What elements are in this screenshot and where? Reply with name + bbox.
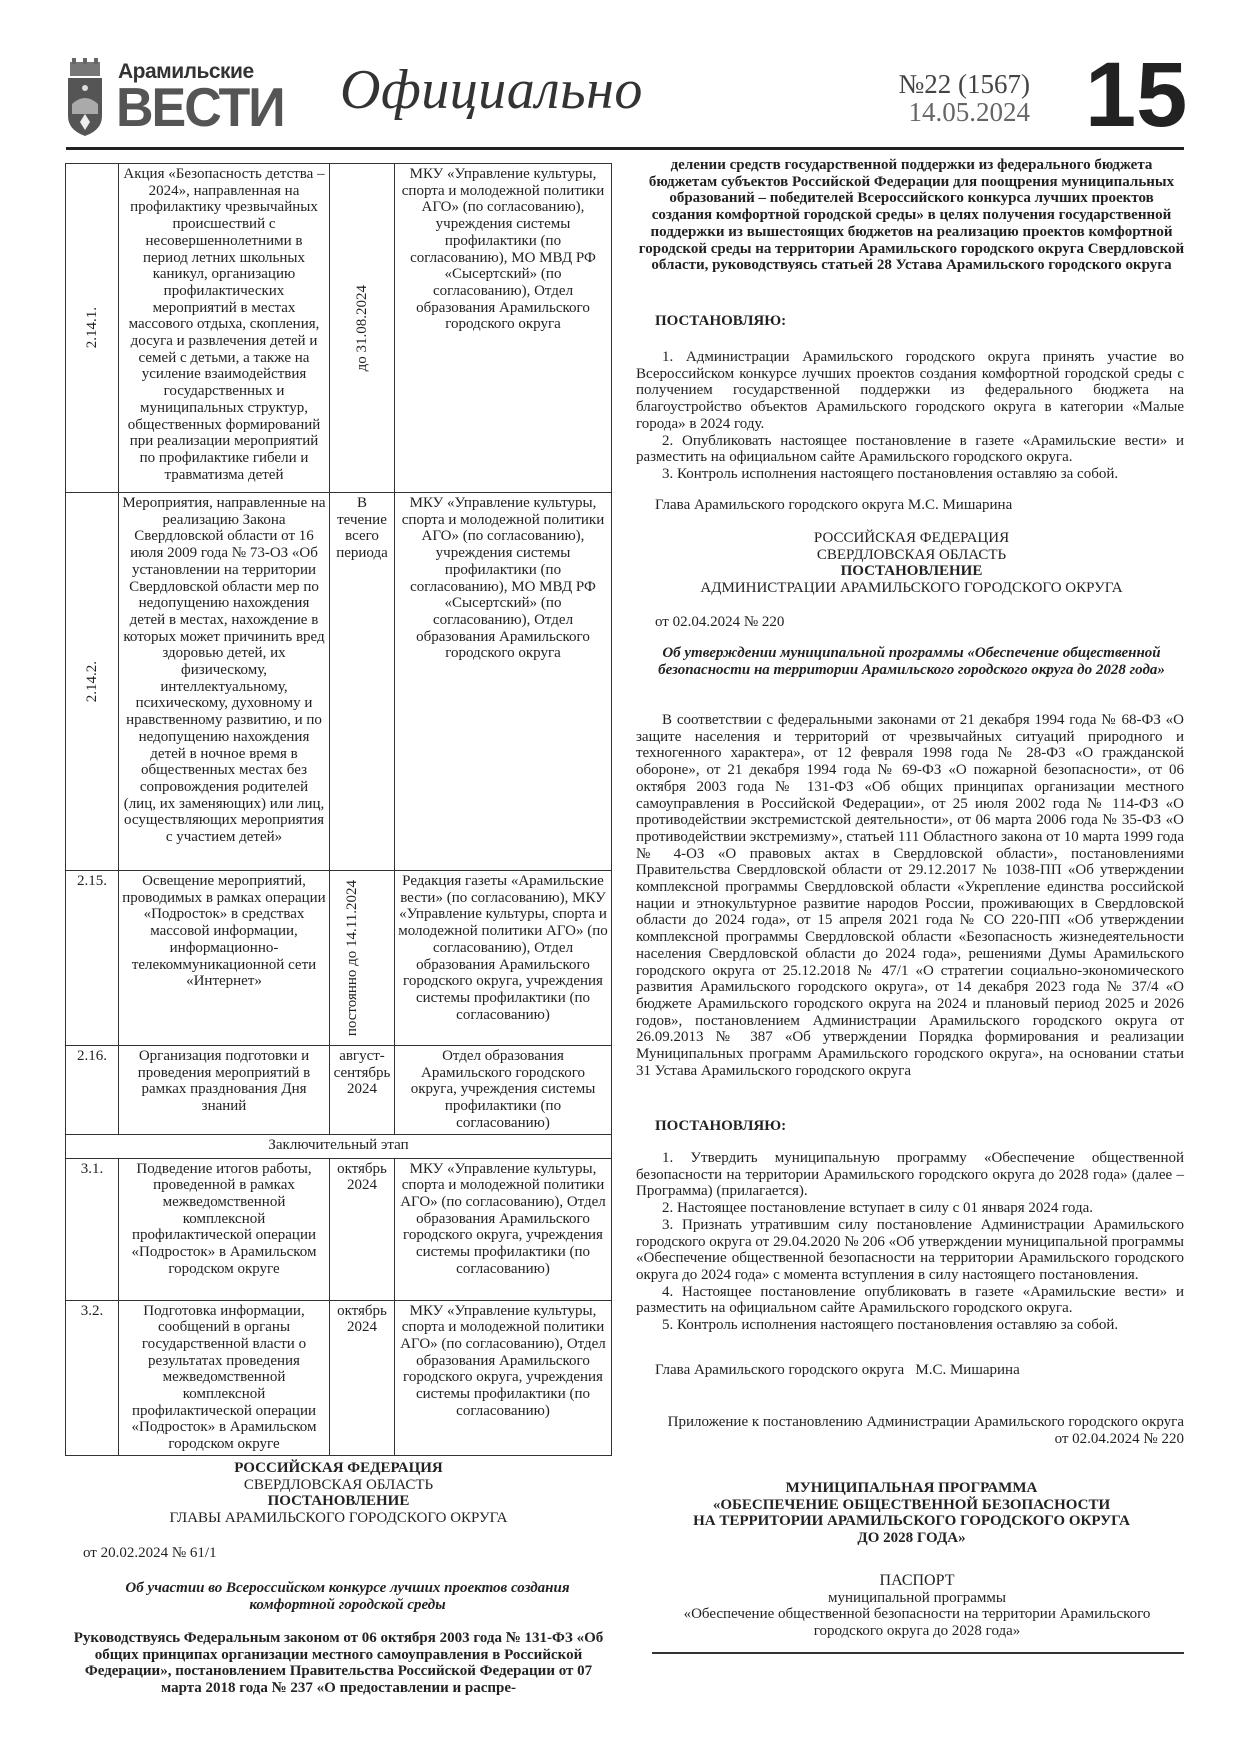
appendix-note bbox=[650, 1414, 1184, 1447]
table-row bbox=[66, 1046, 612, 1135]
heading-region: СВЕРДЛОВСКАЯ ОБЛАСТЬ bbox=[816, 546, 1007, 563]
decree2-title: Об утверждении муниципальной программы «Обеспечение общественной безопасности на территории Арамильского городского округа до 2028 года» bbox=[658, 645, 1165, 678]
program-title-line: ДО 2028 ГОДА» bbox=[857, 1530, 966, 1547]
row-description: Подготовка информации, сообщений в органы государственной власти о результатах проведения межведомственной комплексной профилактической операции «Подросток» в Арамильском городском округе bbox=[119, 1300, 330, 1455]
row-description: Акция «Безопасность детства – 2024», направленная на профилактику чрезвычайных происшествий с несовершеннолетними в период летних школьных каникул, организацию профилактических мероприятий в местах массового отдыха, скопления, досуга и развлечения детей и семей с детьми, а также на усиление взаимодействия государственных и муниципальных структур, общественных формирований при реализации мероприятий по профилактике гибели и травматизма детей bbox=[119, 164, 330, 493]
heading-country: РОССИЙСКАЯ ФЕДЕРАЦИЯ bbox=[234, 1460, 443, 1476]
decree-item: 3. Признать утратившим силу постановление Администрации Арамильского городского округа от 29.04.2020 № 206 «Об утверждении муниципальной программы «Обеспечение общественной безопасности на территории Арамильского городского округа до 2024 года» с момента вступления в силу настоящего постановления. bbox=[636, 1216, 1184, 1283]
table-row bbox=[66, 1300, 612, 1455]
program-title-line: МУНИЦИПАЛЬНАЯ ПРОГРАММА bbox=[785, 1480, 1038, 1496]
row-number: 3.1. bbox=[66, 1158, 119, 1300]
section-title: Официально bbox=[340, 59, 643, 121]
issue-number: №22 (1567) bbox=[898, 69, 1030, 99]
row-responsible: МКУ «Управление культуры, спорта и молодежной политики АГО» (по согласованию), учреждения системы профилактики (по согласованию), МО МВД РФ «Сысертский» (по согласованию), Отдел образования Арамильского городского округа bbox=[395, 164, 612, 493]
decree2-resolve: ПОСТАНОВЛЯЮ: bbox=[655, 1118, 787, 1134]
decree1-resolve: ПОСТАНОВЛЯЮ: bbox=[655, 313, 787, 329]
appendix-note-date: от 02.04.2024 № 220 bbox=[1054, 1430, 1184, 1447]
row-number: 2.14.2. bbox=[66, 493, 119, 871]
header-divider bbox=[66, 147, 1184, 150]
decree1-heading bbox=[65, 1460, 612, 1527]
section-divider bbox=[652, 1652, 1184, 1654]
row-responsible: МКУ «Управление культуры, спорта и молодежной политики АГО» (по согласованию), Отдел образования Арамильского городского округа, учреждения системы профилактики (по согласованию) bbox=[395, 1158, 612, 1300]
decree2-items bbox=[636, 1150, 1184, 1334]
row-responsible: МКУ «Управление культуры, спорта и молодежной политики АГО» (по согласованию), учреждения системы профилактики (по согласованию), МО МВД РФ «Сысертский» (по согласованию), Отдел образования Арамильского городского округа bbox=[395, 493, 612, 871]
row-description: Подведение итогов работы, проведенной в рамках межведомственной комплексной профилактической операции «Подросток» в Арамильском городском округе bbox=[119, 1158, 330, 1300]
row-number: 2.15. bbox=[66, 871, 119, 1046]
table-row bbox=[66, 164, 612, 493]
decree-item: 2. Опубликовать настоящее постановление в газете «Арамильские вести» и разместить на официальном сайте Арамильского городского округа. bbox=[636, 432, 1184, 466]
decree1-preamble-start: Руководствуясь Федеральным законом от 06 октября 2003 года № 131-ФЗ «Об общих принципах организации местного самоуправления в Российской Федерации», постановлением Правительства Российской Федерации от 07 марта 2018 года № 237 «О предоставлении и распре- bbox=[73, 1630, 604, 1697]
decree1-items bbox=[636, 349, 1184, 483]
table-row bbox=[66, 1158, 612, 1300]
program-title-line: НА ТЕРРИТОРИИ АРАМИЛЬСКОГО ГОРОДСКОГО ОКРУГА bbox=[693, 1513, 1130, 1530]
row-deadline: В течение всего периода bbox=[330, 493, 395, 871]
decree1-date: от 20.02.2024 № 61/1 bbox=[83, 1545, 217, 1561]
stage-label: Заключительный этап bbox=[66, 1134, 612, 1158]
issue-info bbox=[880, 70, 1030, 126]
program-title-line: «ОБЕСПЕЧЕНИЕ ОБЩЕСТВЕННОЙ БЕЗОПАСНОСТИ bbox=[712, 1496, 1111, 1513]
decree1-title: Об участии во Всероссийском конкурсе лучших проектов создания комфортной городской среды bbox=[125, 1580, 570, 1613]
decree-item: 4. Настоящее постановление опубликовать в газете «Арамильские вести» и разместить на официальном сайте Арамильского городского округа. bbox=[636, 1283, 1184, 1317]
row-number: 2.16. bbox=[66, 1046, 119, 1135]
row-deadline: до 31.08.2024 bbox=[330, 164, 395, 493]
row-responsible: Редакция газеты «Арамильские вести» (по согласованию), МКУ «Управление культуры, спорта и молодежной политики АГО» (по согласованию), Отдел образования Арамильского городского округа, учреждения системы профилактики (по согласованию) bbox=[395, 871, 612, 1046]
decree2-heading bbox=[638, 530, 1185, 597]
row-description: Мероприятия, направленные на реализацию Закона Свердловской области от 16 июля 2009 года № 73-ОЗ «Об установлении на территории Свердловской области мер по недопущению нахождения детей в местах, нахождение в которых может причинить вред здоровью детей, их физическому, интеллектуальному, психическому, духовному и нравственному развитию, и по недопущению нахождения детей в ночное время в общественных местах без сопровождения родителей (лиц, их заменяющих) или лиц, осуществляющих мероприятия с участием детей» bbox=[119, 493, 330, 871]
issue-date: 14.05.2024 bbox=[908, 97, 1030, 127]
row-deadline: август-сентябрь 2024 bbox=[330, 1046, 395, 1135]
passport-program-name: «Обеспечение общественной безопасности на территории Арамильского городского округа до 2028 года» bbox=[683, 1606, 1151, 1640]
program-title bbox=[638, 1480, 1185, 1547]
decree-item: 1. Администрации Арамильского городского округа принять участие во Всероссийском конкурсе лучших проектов создания комфортной городской среды с получением государственной поддержки из федерального бюджета на благоустройство объектов Арамильского городского округа в категории «Малые города» в 2024 году. bbox=[636, 349, 1184, 432]
heading-issuer: ГЛАВЫ АРАМИЛЬСКОГО ГОРОДСКОГО ОКРУГА bbox=[169, 1510, 508, 1527]
decree-item: 3. Контроль исполнения настоящего постановления оставляю за собой. bbox=[662, 465, 1119, 482]
heading-doc-type: ПОСТАНОВЛЕНИЕ bbox=[267, 1493, 410, 1510]
logo-text-top: Арамильские bbox=[118, 60, 254, 83]
heading-region: СВЕРДЛОВСКАЯ ОБЛАСТЬ bbox=[243, 1476, 434, 1493]
row-deadline: октябрь 2024 bbox=[330, 1158, 395, 1300]
passport-heading bbox=[650, 1573, 1184, 1640]
table-row bbox=[66, 493, 612, 871]
passport-title: ПАСПОРТ bbox=[879, 1572, 955, 1589]
decree2-signature: Глава Арамильского городского округа М.С. Мишарина bbox=[655, 1362, 1020, 1378]
logo-text-main: ВЕСТИ bbox=[116, 77, 284, 139]
heading-issuer: АДМИНИСТРАЦИИ АРАМИЛЬСКОГО ГОРОДСКОГО ОКРУГА bbox=[700, 580, 1123, 597]
decree-item: 1. Утвердить муниципальную программу «Обеспечение общественной безопасности на территории Арамильского городского округа до 2028 года» (далее – Программа) (прилагается). bbox=[636, 1150, 1184, 1200]
appendix-note-text: Приложение к постановлению Администрации Арамильского городского округа bbox=[667, 1414, 1184, 1430]
heading-country: РОССИЙСКАЯ ФЕДЕРАЦИЯ bbox=[813, 530, 1010, 546]
decree2-preamble: В соответствии с федеральными законами от 21 декабря 1994 года № 68-ФЗ «О защите населения и территорий от чрезвычайных ситуаций природного и техногенного характера», от 12 февраля 1998 года № 28-ФЗ «О гражданской обороне», от 21 декабря 1994 года № 69-ФЗ «О пожарной безопасности», от 06 октября 2003 года № 131-ФЗ «Об общих принципах организации местного самоуправления в Российской Федерации», от 25 июля 2002 года № 114-ФЗ «О противодействии экстремистской деятельности», от 06 марта 2006 года № 35-ФЗ «О противодействии экстремизму», статьей 111 Областного закона от 10 марта 1999 года № 4-ОЗ «О правовых актах в Свердловской области», постановлениями Правительства Свердловской области от 29.12.2017 № 1038-ПП «Об утверждении комплексной программы Свердловской области «Укрепление единства российской нации и этнокультурное развитие народов России, проживающих в Свердловской области до 2024 года», от 15 апреля 2021 года № СО 220-ПП «Об утверждении комплексной программы Свердловской области «Безопасность жизнедеятельности населения Свердловской области до 2024 года», решениями Думы Арамильского городского округа от 25.12.2018 № 47/1 «О стратегии социально-экономического развития Арамильского городского округа», от 14 декабря 2023 года № 37/4 «О бюджете Арамильского городского округа на 2024 и плановый период 2025 и 2026 годов», постановлением Администрации Арамильского городского округа от 26.09.2013 № 387 «Об утверждении Порядка формирования и реализации Муниципальных программ Арамильского городского округа», на основании статьи 31 Устава Арамильского городского округа bbox=[636, 712, 1184, 1079]
decree1-signature: Глава Арамильского городского округа М.С. Мишарина bbox=[655, 497, 1013, 513]
row-responsible: Отдел образования Арамильского городского округа, учреждения системы профилактики (по согласованию) bbox=[395, 1046, 612, 1135]
row-deadline: октябрь 2024 bbox=[330, 1300, 395, 1455]
decree-item: 2. Настоящее постановление вступает в силу с 01 января 2024 года. bbox=[662, 1200, 1094, 1217]
row-number: 3.2. bbox=[66, 1300, 119, 1455]
newspaper-logo bbox=[66, 58, 296, 138]
stage-row bbox=[66, 1134, 612, 1158]
coat-of-arms-icon bbox=[66, 58, 104, 136]
row-description: Организация подготовки и проведения мероприятий в рамках празднования Дня знаний bbox=[119, 1046, 330, 1135]
row-responsible: МКУ «Управление культуры, спорта и молодежной политики АГО» (по согласованию), Отдел образования Арамильского городского округа, учреждения системы профилактики (по согласованию) bbox=[395, 1300, 612, 1455]
passport-subtitle: муниципальной программы bbox=[828, 1589, 1006, 1606]
row-deadline: постоянно до 14.11.2024 bbox=[330, 871, 395, 1046]
activities-table bbox=[65, 163, 612, 1456]
table-row bbox=[66, 871, 612, 1046]
page-number: 15 bbox=[1085, 44, 1188, 146]
row-description: Освещение мероприятий, проводимых в рамках операции «Подросток» в средствах массовой информации, информационно-телекоммуникационной сети «Интернет» bbox=[119, 871, 330, 1046]
heading-doc-type: ПОСТАНОВЛЕНИЕ bbox=[840, 563, 983, 580]
decree-item: 5. Контроль исполнения настоящего постановления оставляю за собой. bbox=[662, 1317, 1119, 1334]
decree1-preamble-end: делении средств государственной поддержки из федерального бюджета бюджетам субъектов Российской Федерации для поощрения муниципальных образований – победителей Всероссийского конкурса лучших проектов создания комфортной городской среды» в целях получения государственной поддержки из вышестоящих бюджетов на реализацию проектов комфортной городской среды на территории Арамильского городского округа Свердловской области, руководствуясь статьей 28 Устава Арамильского городского округа bbox=[638, 157, 1185, 274]
decree2-date: от 02.04.2024 № 220 bbox=[655, 614, 785, 630]
row-number: 2.14.1. bbox=[66, 164, 119, 493]
